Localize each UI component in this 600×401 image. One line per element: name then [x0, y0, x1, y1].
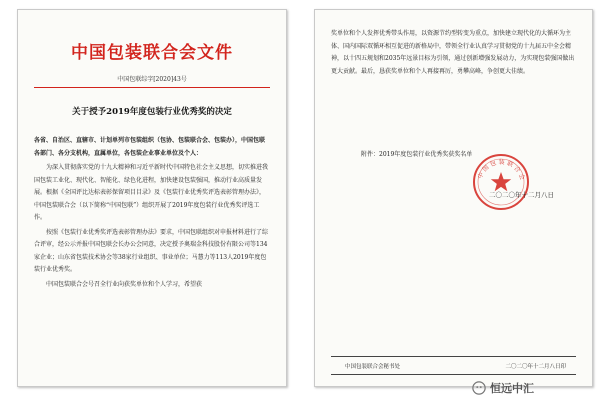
page2-body: [331, 28, 576, 80]
paragraph: 按照《包装行业优秀奖评选表彰管理办法》要求，中国包联组织对申报材料进行了综合评审，经公示并报中国包联会长办公会同意，决定授予奥瑞金科技股份有限公司等134家企业；山东省包装技术协会等38家行业组织、事业单位；马慧力等113人2019年度包装行业优秀奖。: [34, 228, 269, 273]
footer-top-rule: [331, 356, 576, 357]
official-seal-icon: [471, 152, 531, 212]
watermark: [472, 380, 534, 396]
attachment-note: 附件：2019年度包装行业优秀奖获奖名单: [361, 151, 473, 158]
footer-bottom-rule: [331, 374, 576, 375]
header-title: 中国包装联合会文件: [71, 43, 233, 63]
document-page-1: [17, 9, 287, 387]
footer-print-date: 二〇二〇年十二月八日印: [505, 364, 566, 370]
page1-body: [34, 135, 270, 293]
document-number: 中国包联综字[2020]43号: [117, 76, 187, 83]
wechat-logo-icon: [472, 381, 486, 395]
paragraph: 奖单位和个人发挥优秀带头作用，以资源节约型转变为重点，加快建立现代化的大循环为主体、国内国际双循环相互促进的新格局中，带领全行业认真学习贯彻党的十九届五中全会精神，以十四五规划和2035年远景目标为引领，通过创新增强发展动力，为实现包装强国做出更大贡献。最后，恳获奖单位和个人再接再厉，勇攀高峰，争创更大佳绩。: [331, 30, 575, 75]
decision-title: 关于授予2019年度包装行业优秀奖的决定: [72, 107, 232, 117]
salutation: 各省、自治区、直辖市、计划单列市包装组织（包协、包装联合会、包装办），中国包联各部门、各分支机构，直属单位，各包装企业事业单位及个人：: [34, 137, 266, 157]
document-page-2: [314, 9, 593, 387]
red-divider: [34, 87, 270, 88]
footer-issuer: 中国包装联合会秘书处: [345, 364, 401, 370]
watermark-text: 恒远中汇: [490, 382, 534, 395]
paragraph: 中国包装联合会号召全行业向获奖单位和个人学习，希望获: [46, 280, 203, 288]
svg-text:中 国 包 装 联 合 会: 中 国 包 装 联 合 会: [476, 158, 526, 181]
paragraph: 为深入贯彻落实党的十九大精神和习近平新时代中国特色社会主义思想，切实推进我国包装工业化、现代化、智能化、绿色化进程，加快建设包装强国，推动行业高质量发展。根据《全国评比达标表彰保留项目目录》及《包装行业优秀奖评选表彰管理办法》，中国包装联合会（以下简称“中国包联”）组织开展了2019年度包装行业优秀奖评选工作。: [34, 164, 269, 221]
signature-date: 二〇二〇年十二月八日: [489, 191, 554, 199]
